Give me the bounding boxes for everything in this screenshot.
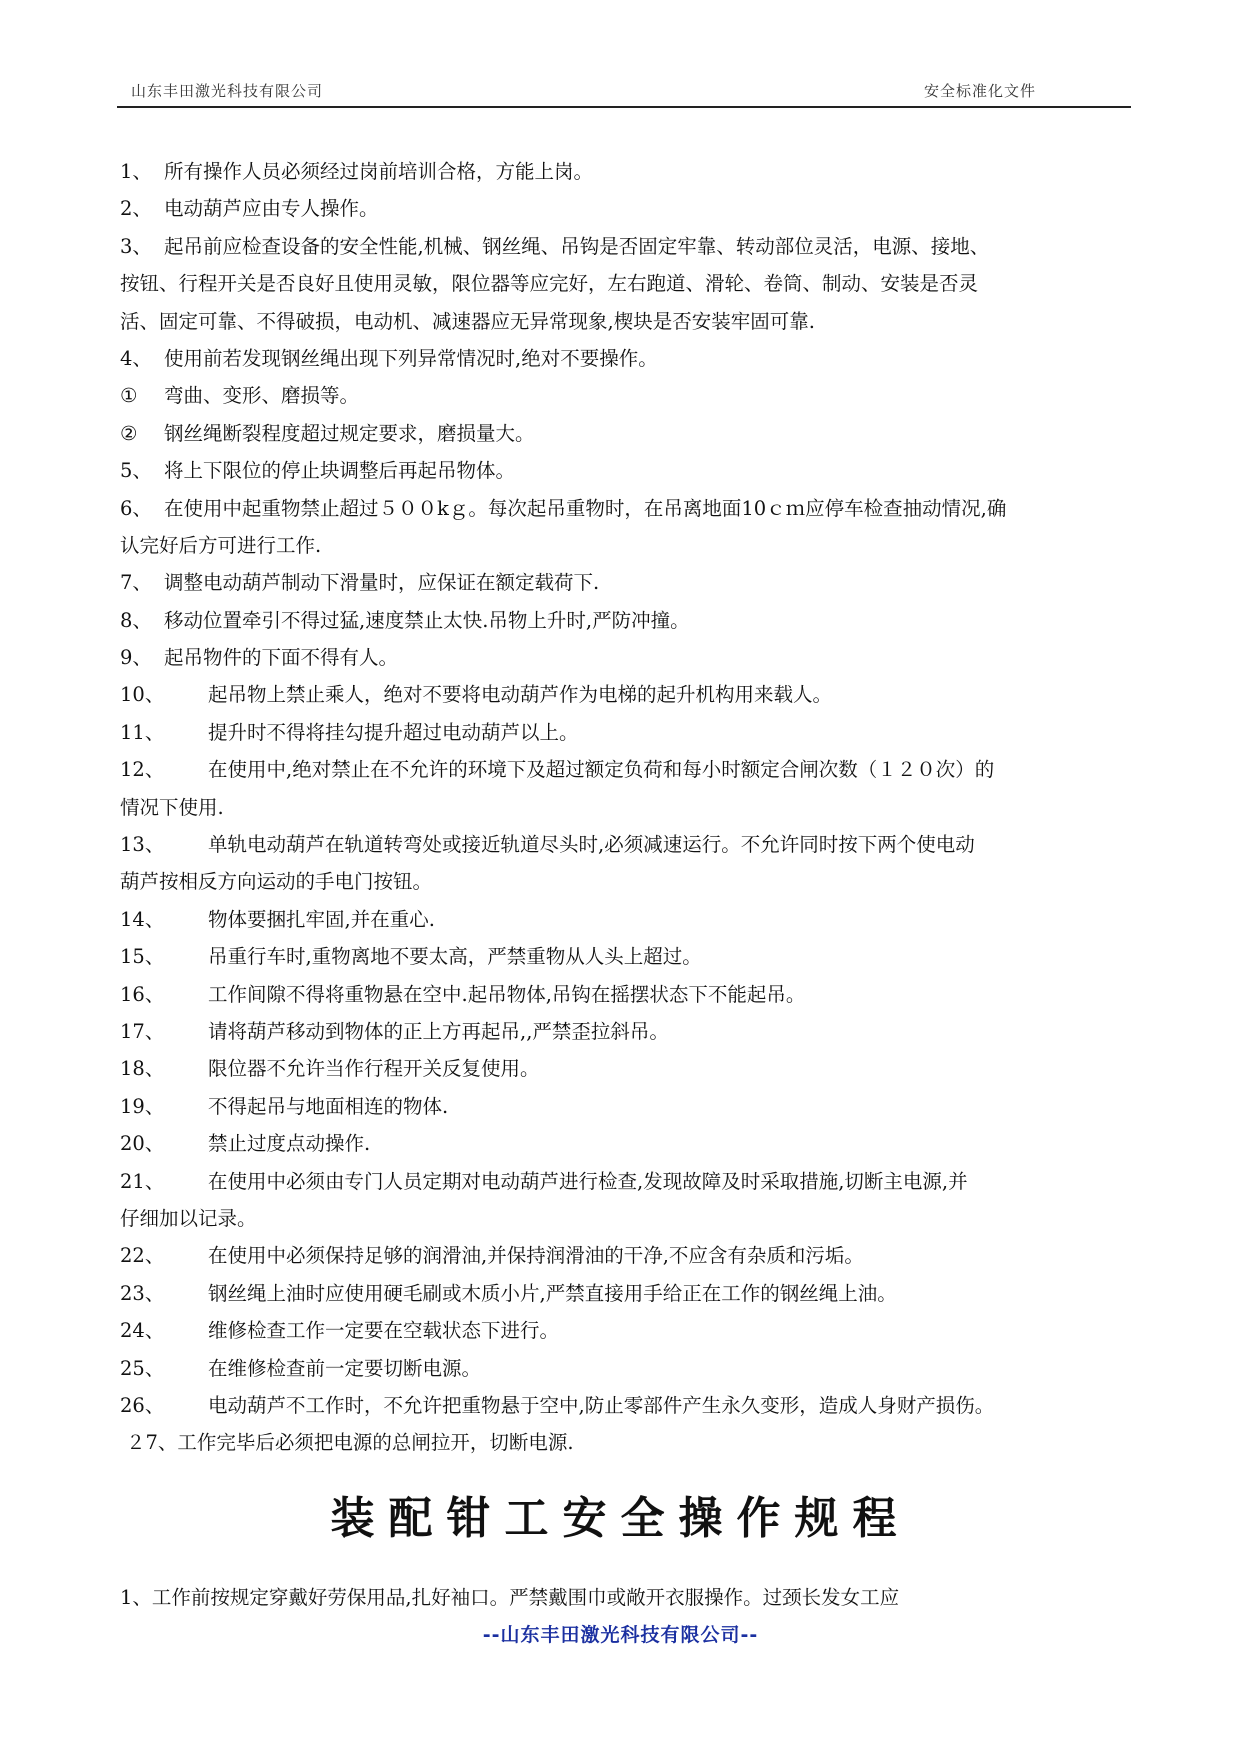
list-item-number: 26、 bbox=[120, 1393, 165, 1417]
list-item bbox=[120, 190, 1130, 227]
list-item-text: 认完好后方可进行工作. bbox=[120, 533, 322, 557]
list-item-number: 22、 bbox=[120, 1244, 165, 1268]
list-item bbox=[120, 377, 1130, 414]
list-item-number: 6、 bbox=[120, 496, 152, 520]
list-item bbox=[120, 639, 1130, 676]
list-item bbox=[120, 751, 1130, 788]
list-item-text: 禁止过度点动操作. bbox=[208, 1132, 371, 1156]
list-item-text: 钢丝绳断裂程度超过规定要求，磨损量大。 bbox=[164, 421, 535, 445]
list-item-text: 移动位置牵引不得过猛,速度禁止太快.吊物上升时,严防冲撞。 bbox=[164, 608, 690, 632]
list-item-text: 钢丝绳上油时应使用硬毛刷或木质小片,严禁直接用手给正在工作的钢丝绳上油。 bbox=[208, 1281, 897, 1305]
list-item-number: 15、 bbox=[120, 945, 165, 969]
list-item-text: ２7、工作完毕后必须把电源的总闸拉开，切断电源. bbox=[126, 1431, 574, 1455]
list-item bbox=[120, 602, 1130, 639]
list-item-text: 工作间隙不得将重物悬在空中.起吊物体,吊钩在摇摆状态下不能起吊。 bbox=[208, 982, 806, 1006]
list-item bbox=[120, 564, 1130, 601]
list-item bbox=[120, 1237, 1130, 1274]
list-item-text: 在使用中必须由专门人员定期对电动葫芦进行检查,发现故障及时采取措施,切断主电源,并 bbox=[208, 1169, 968, 1193]
list-item-text: 在使用中必须保持足够的润滑油,并保持润滑油的干净,不应含有杂质和污垢。 bbox=[208, 1244, 864, 1268]
list-item-number: 14、 bbox=[120, 907, 165, 931]
list-item-number: 21、 bbox=[120, 1169, 165, 1193]
list-item bbox=[120, 1312, 1130, 1349]
list-item-number: 23、 bbox=[120, 1281, 165, 1305]
list-item bbox=[120, 789, 1130, 826]
list-item bbox=[120, 1387, 1130, 1424]
list-item-text: 葫芦按相反方向运动的手电门按钮。 bbox=[120, 870, 433, 894]
list-item-number: 13、 bbox=[120, 833, 165, 857]
list-item bbox=[120, 1088, 1130, 1125]
list-item bbox=[120, 527, 1130, 564]
list-item bbox=[120, 863, 1130, 900]
document-body bbox=[120, 153, 1130, 1462]
list-item-text: 物体要捆扎牢固,并在重心. bbox=[208, 907, 435, 931]
list-item-text: 按钮、行程开关是否良好且使用灵敏，限位器等应完好，左右跑道、滑轮、卷筒、制动、安装是否灵 bbox=[120, 272, 979, 296]
list-item bbox=[120, 938, 1130, 975]
list-item-number: 3、 bbox=[120, 234, 152, 258]
list-item-number: 17、 bbox=[120, 1019, 165, 1043]
list-item-number: 2、 bbox=[120, 197, 152, 221]
list-item-text: 电动葫芦不工作时，不允许把重物悬于空中,防止零部件产生永久变形，造成人身财产损伤。 bbox=[208, 1393, 995, 1417]
list-item bbox=[120, 676, 1130, 713]
list-item-number: 5、 bbox=[120, 459, 152, 483]
list-item bbox=[120, 340, 1130, 377]
list-item-text: 起吊物件的下面不得有人。 bbox=[164, 646, 399, 670]
list-item-number: ① bbox=[120, 384, 138, 408]
list-item-text: 情况下使用. bbox=[120, 795, 224, 819]
list-item bbox=[120, 1350, 1130, 1387]
list-item-number: 1、 bbox=[120, 160, 152, 183]
list-item bbox=[120, 976, 1130, 1013]
list-item-text: 在使用中起重物禁止超过５００kｇ。每次起吊重物时，在吊离地面10ｃｍ应停车检查抽动情况,确 bbox=[164, 496, 1007, 520]
list-item bbox=[120, 1275, 1130, 1312]
list-item-text: 弯曲、变形、磨损等。 bbox=[164, 384, 360, 408]
list-item bbox=[120, 1050, 1130, 1087]
list-item-text: 电动葫芦应由专人操作。 bbox=[164, 197, 379, 221]
list-item bbox=[120, 1424, 1130, 1461]
list-item-text: 将上下限位的停止块调整后再起吊物体。 bbox=[164, 459, 516, 483]
list-item-number: 11、 bbox=[120, 720, 165, 744]
section-title: 装配钳工安全操作规程 bbox=[330, 1493, 911, 1544]
list-item bbox=[120, 1013, 1130, 1050]
list-item-text: 在使用中,绝对禁止在不允许的环境下及超过额定负荷和每小时额定合闸次数（１２０次）的 bbox=[208, 758, 995, 782]
list-item bbox=[120, 1125, 1130, 1162]
list-item bbox=[120, 490, 1130, 527]
page-header bbox=[117, 78, 1131, 108]
list-item-number: 16、 bbox=[120, 982, 165, 1006]
list-item-text: 维修检查工作一定要在空载状态下进行。 bbox=[208, 1319, 560, 1343]
list-item-number: 20、 bbox=[120, 1132, 165, 1156]
list-item-text: 起吊前应检查设备的安全性能,机械、钢丝绳、吊钩是否固定牢靠、转动部位灵活，电源、接地、 bbox=[164, 234, 990, 258]
list-item bbox=[120, 452, 1130, 489]
list-item-number: 8、 bbox=[120, 608, 152, 632]
list-item-text: 提升时不得将挂勾提升超过电动葫芦以上。 bbox=[208, 720, 579, 744]
list-item bbox=[120, 265, 1130, 302]
list-item bbox=[120, 153, 1130, 190]
list-item bbox=[120, 1200, 1130, 1237]
section-first-line: 1、工作前按规定穿戴好劳保用品,扎好袖口。严禁戴围巾或敞开衣服操作。过颈长发女工应 bbox=[120, 1586, 900, 1609]
list-item-text: 在维修检查前一定要切断电源。 bbox=[208, 1356, 482, 1380]
list-item-number: 9、 bbox=[120, 646, 152, 670]
list-item-text: 不得起吊与地面相连的物体. bbox=[208, 1094, 449, 1118]
list-item bbox=[120, 303, 1130, 340]
list-item-number: 24、 bbox=[120, 1319, 165, 1343]
header-doc-type: 安全标准化文件 bbox=[923, 82, 1036, 100]
list-item bbox=[120, 228, 1130, 265]
list-item-number: 19、 bbox=[120, 1094, 165, 1118]
list-item-text: 活、固定可靠、不得破损，电动机、减速器应无异常现象,楔块是否安装牢固可靠. bbox=[120, 309, 815, 333]
list-item bbox=[120, 901, 1130, 938]
list-item-text: 限位器不允许当作行程开关反复使用。 bbox=[208, 1057, 540, 1081]
list-item-text: 请将葫芦移动到物体的正上方再起吊,,严禁歪拉斜吊。 bbox=[208, 1019, 669, 1043]
header-company: 山东丰田激光科技有限公司 bbox=[131, 82, 324, 100]
list-item-number: ② bbox=[120, 421, 138, 445]
list-item-text: 调整电动葫芦制动下滑量时，应保证在额定载荷下. bbox=[164, 571, 600, 595]
list-item-number: 25、 bbox=[120, 1356, 165, 1380]
list-item bbox=[120, 1163, 1130, 1200]
list-item-text: 起吊物上禁止乘人，绝对不要将电动葫芦作为电梯的起升机构用来载人。 bbox=[208, 683, 833, 707]
list-item-text: 吊重行车时,重物离地不要太高，严禁重物从人头上超过。 bbox=[208, 945, 702, 969]
list-item-number: 10、 bbox=[120, 683, 165, 707]
list-item bbox=[120, 415, 1130, 452]
list-item-text: 所有操作人员必须经过岗前培训合格，方能上岗。 bbox=[164, 160, 594, 183]
list-item bbox=[120, 714, 1130, 751]
page-footer: --山东丰田激光科技有限公司-- bbox=[482, 1624, 759, 1646]
list-item-number: 7、 bbox=[120, 571, 152, 595]
list-item bbox=[120, 826, 1130, 863]
list-item-text: 使用前若发现钢丝绳出现下列异常情况时,绝对不要操作。 bbox=[164, 346, 658, 370]
list-item-text: 单轨电动葫芦在轨道转弯处或接近轨道尽头时,必须减速运行。不允许同时按下两个使电动 bbox=[208, 833, 975, 857]
list-item-number: 12、 bbox=[120, 758, 165, 782]
list-item-text: 仔细加以记录。 bbox=[120, 1206, 257, 1230]
list-item-number: 4、 bbox=[120, 346, 152, 370]
list-item-number: 18、 bbox=[120, 1057, 165, 1081]
